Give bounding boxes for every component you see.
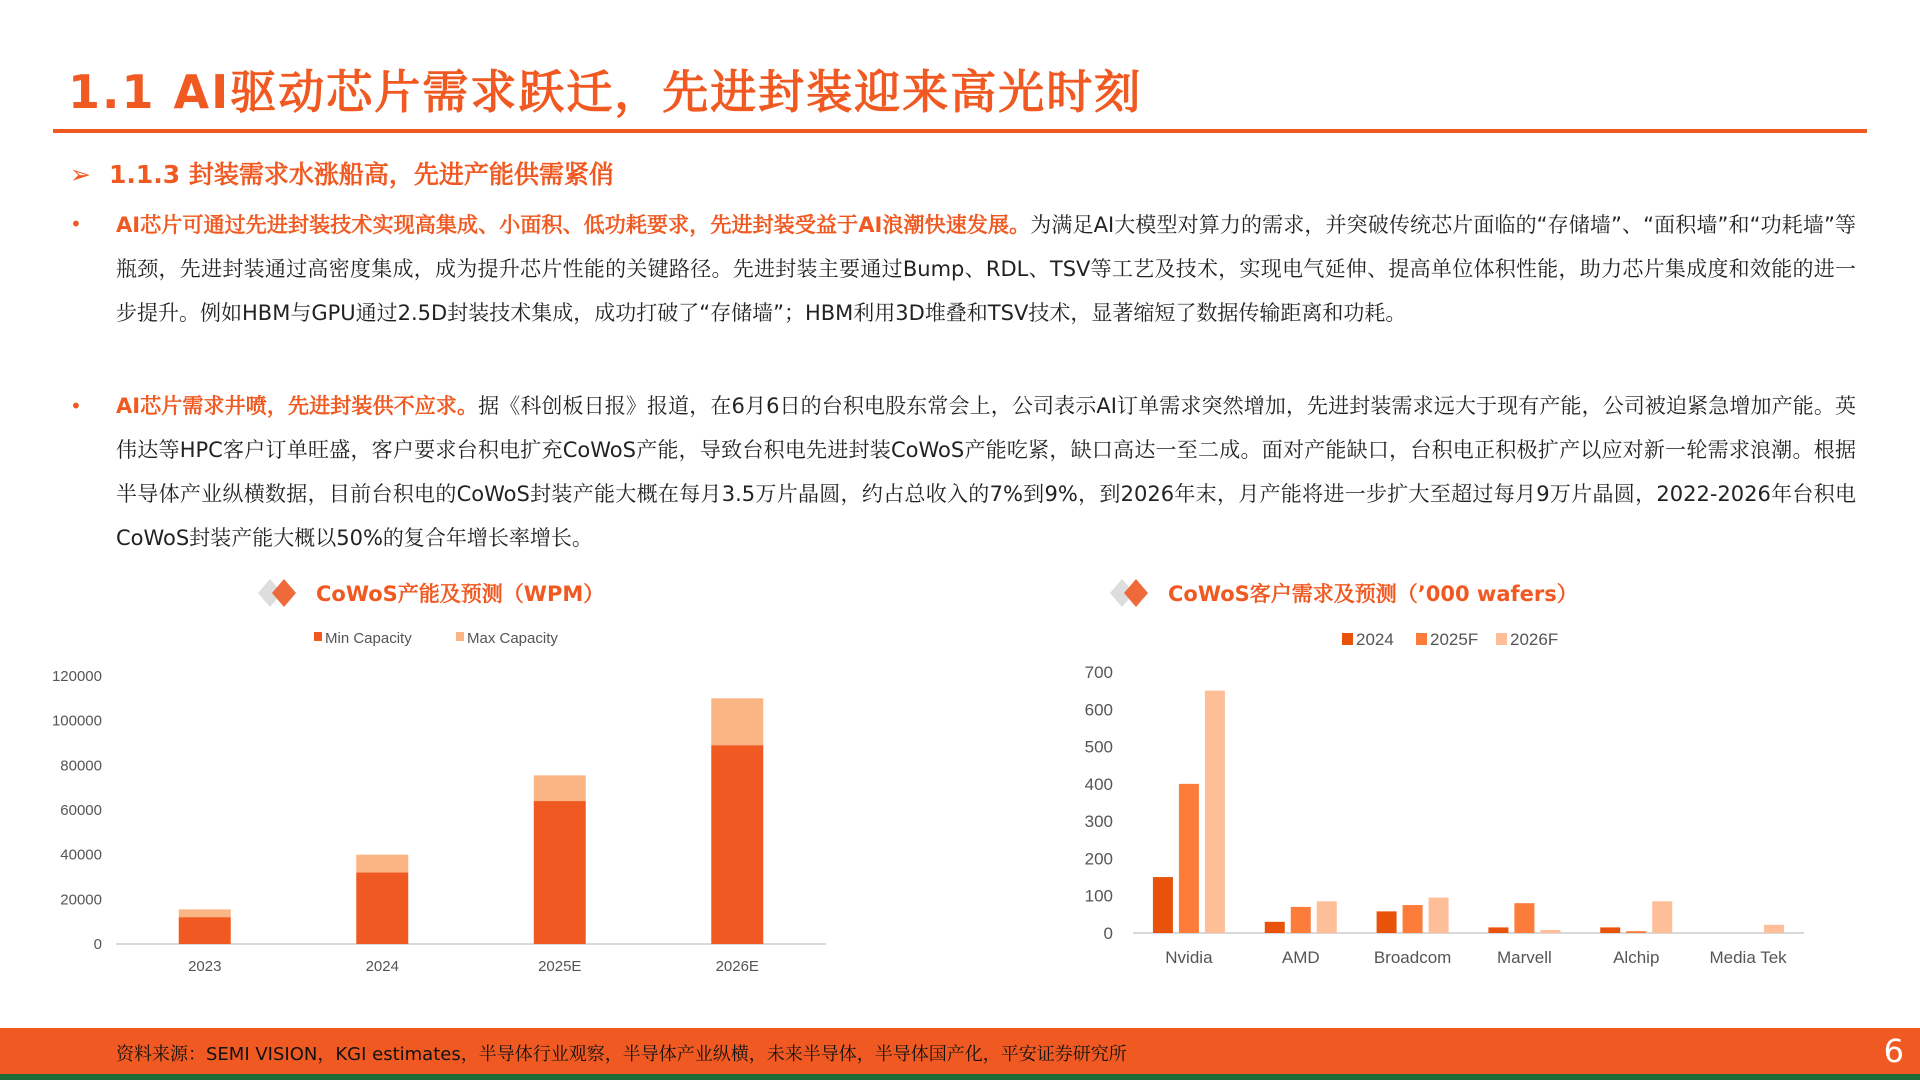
y-tick-label: 120000	[51, 668, 102, 685]
x-tick-label: Marvell	[1497, 948, 1552, 967]
y-tick-label: 40000	[60, 846, 102, 864]
legend-swatch	[1342, 633, 1353, 645]
arrow-icon: ➢	[70, 160, 91, 189]
slide-title: 1.1 AI驱动芯片需求跃迁，先进封装迎来高光时刻	[68, 65, 1143, 119]
y-tick-label: 100000	[51, 712, 102, 730]
x-tick-label: Broadcom	[1373, 948, 1452, 967]
legend-label: Min Capacity	[325, 630, 412, 647]
chart2-title-text: CoWoS客户需求及预测（’000 wafers）	[1168, 582, 1578, 606]
diamond-icon	[1108, 577, 1158, 609]
customer-demand-chart	[1040, 610, 1920, 990]
x-tick-label: 2024	[365, 958, 399, 975]
bar-2025F	[1514, 903, 1534, 933]
bar-2025F	[1179, 784, 1199, 933]
bar-2024	[1600, 927, 1620, 933]
y-tick-label: 20000	[60, 891, 102, 909]
bar-2024	[1488, 927, 1508, 933]
x-tick-label: Alchip	[1613, 948, 1660, 967]
source-note: 资料来源：SEMI VISION，KGI estimates，半导体行业观察，半导体产业纵横，未来半导体，半导体国产化，平安证券研究所	[116, 1044, 1127, 1065]
y-tick-label: 0	[93, 936, 102, 953]
legend-label: 2025F	[1430, 630, 1479, 649]
footer-green-line	[0, 1074, 1920, 1080]
subheading-text: 1.1.3 封装需求水涨船高，先进产能供需紧俏	[108, 160, 614, 189]
title-divider	[53, 129, 1867, 133]
paragraph-text: 为满足AI大模型对算力的需求，并突破传统芯片面临的“存储墙”、“面积墙”和“功耗墙”等瓶颈，先进封装通过高密度集成，成为提升芯片性能的关键路径。先进封装主要通过Bump、RDL、TSV等工艺及技术，实现电气延伸、提高单位体积性能，助力芯片集成度和效能的进一步提升。例如HBM与GPU通过2.5D封装技术集成，成功打破了“存储墙”；HBM利用3D堆叠和TSV技术，显著缩短了数据传输距离和功耗。	[116, 213, 1856, 325]
legend-label: 2024	[1356, 630, 1394, 649]
bar-2025F	[1403, 905, 1423, 933]
x-tick-label: Nvidia	[1165, 948, 1213, 967]
y-tick-label: 500	[1084, 737, 1113, 757]
y-tick-label: 0	[1103, 924, 1113, 943]
bar-max-capacity	[356, 855, 408, 873]
capacity-chart	[0, 610, 900, 990]
section-subheading	[70, 155, 614, 191]
y-tick-label: 100	[1084, 886, 1113, 906]
legend-swatch	[314, 632, 322, 641]
diamond-icon	[256, 577, 306, 609]
chart1-title	[256, 577, 604, 609]
y-tick-label: 60000	[60, 802, 102, 819]
bar-2026F	[1429, 898, 1449, 933]
bar-2026F	[1317, 901, 1337, 933]
bar-max-capacity	[179, 909, 231, 917]
bar-2026F	[1205, 691, 1225, 933]
legend-label: 2026F	[1510, 630, 1559, 649]
bar-2026F	[1764, 925, 1784, 933]
bar-max-capacity	[534, 775, 586, 801]
paragraph-highlight: AI芯片可通过先进封装技术实现高集成、小面积、低功耗要求，先进封装受益于AI浪潮快速发展。	[116, 213, 1031, 237]
bullet-icon: •	[70, 212, 82, 236]
chart1-title-text: CoWoS产能及预测（WPM）	[316, 582, 605, 606]
paragraph-1	[116, 203, 1856, 335]
legend-swatch	[1496, 633, 1507, 645]
x-tick-label: AMD	[1281, 948, 1320, 967]
bar-2025F	[1291, 907, 1311, 933]
bar-2025F	[1626, 931, 1646, 933]
legend-swatch	[1416, 633, 1427, 645]
bar-min-capacity	[534, 801, 586, 944]
x-tick-label: 2025E	[538, 958, 582, 975]
y-tick-label: 300	[1084, 812, 1113, 832]
bar-2024	[1377, 911, 1397, 933]
x-tick-label: Media Tek	[1709, 948, 1787, 967]
bar-2024	[1265, 922, 1285, 933]
paragraph-highlight: AI芯片需求井喷，先进封装供不应求。	[116, 394, 479, 418]
y-tick-label: 200	[1084, 849, 1113, 869]
bar-min-capacity	[179, 917, 231, 944]
footer-bar	[0, 1028, 1920, 1074]
bar-2026F	[1540, 930, 1560, 933]
bar-min-capacity	[356, 873, 408, 944]
paragraph-2	[116, 384, 1856, 560]
x-tick-label: 2023	[188, 958, 222, 975]
bar-2026F	[1652, 901, 1672, 933]
page-number: 6	[1883, 1032, 1904, 1070]
x-tick-label: 2026E	[715, 958, 759, 975]
bar-min-capacity	[711, 745, 763, 944]
paragraph-text: 据《科创板日报》报道，在6月6日的台积电股东常会上，公司表示AI订单需求突然增加，先进封装需求远大于现有产能，公司被迫紧急增加产能。英伟达等HPC客户订单旺盛，客户要求台积电扩充CoWoS产能，导致台积电先进封装CoWoS产能吃紧，缺口高达一至二成。面对产能缺口，台积电正积极扩产以应对新一轮需求浪潮。根据半导体产业纵横数据，目前台积电的CoWoS封装产能大概在每月3.5万片晶圆，约占总收入的7%到9%，到2026年末，月产能将进一步扩大至超过每月9万片晶圆，2022-2026年台积电CoWoS封装产能大概以50%的复合年增长率增长。	[116, 394, 1856, 550]
bullet-icon: •	[70, 394, 82, 418]
bar-max-capacity	[711, 698, 763, 745]
bar-2024	[1153, 877, 1173, 933]
y-tick-label: 80000	[60, 757, 102, 775]
y-tick-label: 400	[1084, 774, 1113, 794]
legend-swatch	[456, 632, 464, 641]
legend-label: Max Capacity	[467, 630, 558, 647]
chart2-title	[1108, 577, 1578, 609]
y-tick-label: 700	[1084, 663, 1113, 682]
y-tick-label: 600	[1084, 700, 1113, 720]
